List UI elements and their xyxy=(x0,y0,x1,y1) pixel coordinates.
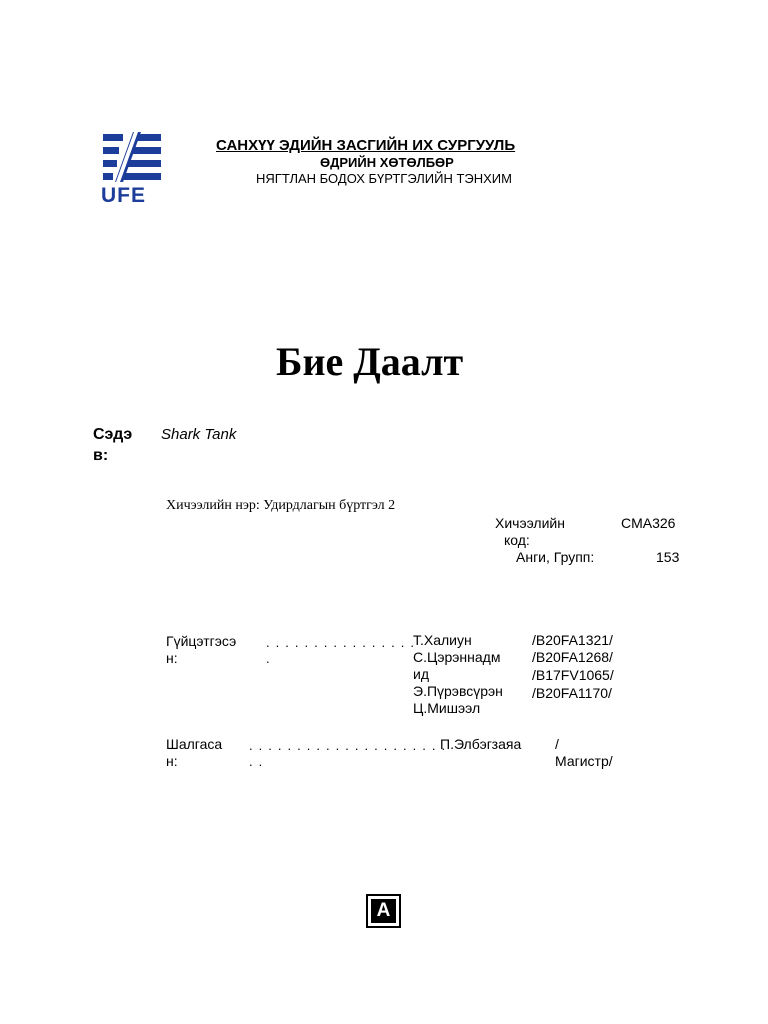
ufe-logo xyxy=(101,132,163,206)
group-label: Анги, Групп: xyxy=(516,549,595,565)
checker-name: П.Элбэгзаяа xyxy=(440,736,522,752)
performer-name: Т.Халиун xyxy=(413,632,472,648)
topic-label-line1: Сэдэ xyxy=(93,426,133,443)
performer-code: /B20FA1268/ xyxy=(532,649,613,665)
group-value: 153 xyxy=(656,549,680,565)
performer-name-continued: ид xyxy=(413,666,429,682)
letter-a-badge-icon xyxy=(366,894,401,928)
course-name-line: Хичээлийн нэр: Удирдлагын бүртгэл 2 xyxy=(166,498,396,513)
badge-letter: A xyxy=(371,899,396,923)
topic-label-line2: в: xyxy=(93,447,109,464)
checker-label-line1: Шалгаса xyxy=(166,736,223,752)
performer-code: /B20FA1321/ xyxy=(532,632,613,648)
university-name: САНХҮҮ ЭДИЙН ЗАСГИЙН ИХ СУРГУУЛЬ xyxy=(216,137,516,154)
course-code-value: CMA326 xyxy=(621,515,676,531)
performer-code: /B20FA1170/ xyxy=(532,685,612,701)
checker-signature-dots: . . . . . . . . . . . . . . . . . . . . . xyxy=(249,738,447,753)
performers-signature-dots: . . . . . . . . . . . . . . . . xyxy=(266,635,416,650)
performers-label-line2: н: xyxy=(166,650,178,666)
department-name: НЯГТЛАН БОДОХ БҮРТГЭЛИЙН ТЭНХИМ xyxy=(256,171,512,186)
checker-title-line1: / xyxy=(555,736,559,752)
ufe-emblem-icon xyxy=(101,132,163,182)
program-name: ӨДРИЙН ХӨТӨЛБӨР xyxy=(320,155,454,170)
performers-signature-dots-2: . xyxy=(266,651,271,666)
performer-name: Э.Пүрэвсүрэн xyxy=(413,683,503,699)
performers-label-line1: Гүйцэтгэсэ xyxy=(166,633,237,649)
performer-code: /B17FV1065/ xyxy=(532,667,614,683)
performer-name: С.Цэрэннадм xyxy=(413,649,501,665)
course-code-label-2: код: xyxy=(504,532,530,548)
performer-name: Ц.Мишээл xyxy=(413,700,481,716)
course-code-label-1: Хичээлийн xyxy=(495,515,565,531)
checker-label-line2: н: xyxy=(166,753,178,769)
logo-text: UFE xyxy=(101,184,146,207)
topic-value: Shark Tank xyxy=(161,426,237,443)
document-title: Бие Даалт xyxy=(276,339,464,384)
checker-title-line2: Магистр/ xyxy=(555,753,613,769)
checker-signature-dots-2: . . xyxy=(249,754,264,769)
